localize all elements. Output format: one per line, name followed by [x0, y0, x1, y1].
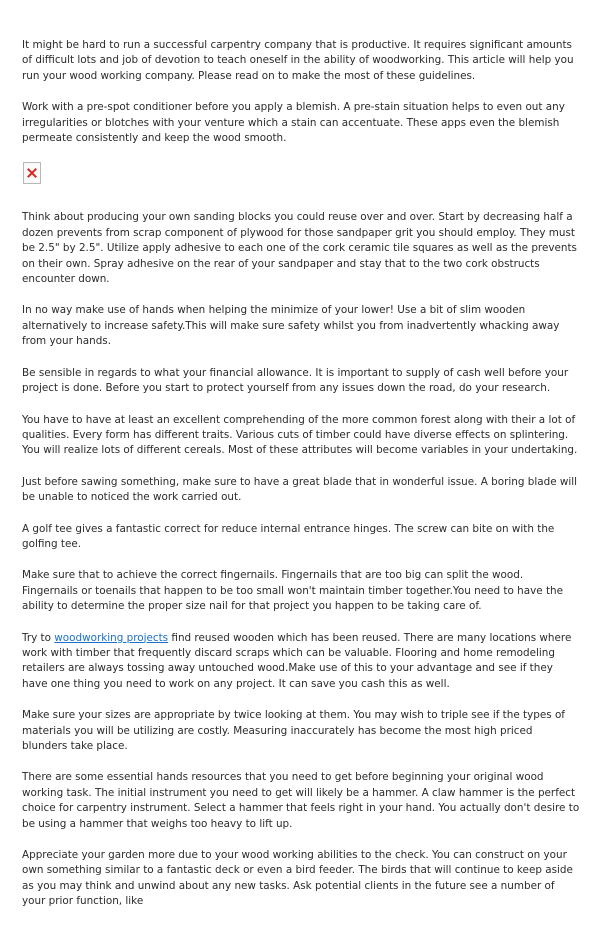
paragraph-budget: Be sensible in regards to what your financial allowance. It is important to supply of cash well before your project is done. Before you start to protect yourself from any issues down the road, do your research.	[22, 366, 569, 395]
woodworking-projects-link[interactable]: woodworking projects	[54, 631, 169, 644]
paragraph-hand-tools: There are some essential hands resources that you need to get before beginning your original wood working task. The initial instrument you need to get will likely be a hammer. A claw hammer is the perfect choice for carpentry instrument. Select a hammer that feels right in your hand. You actually don't desire to be using a hammer that weighs too heavy to lift up.	[22, 771, 580, 830]
article-body	[22, 38, 580, 926]
paragraph-pre-stain: Work with a pre-spot conditioner before you apply a blemish. A pre-stain situation helps to even out any irregularities or blotches with your venture which a stain can accentuate. These apps even the blemish permeate consistently and keep the wood smooth.	[22, 101, 565, 145]
paragraph-golf-tee: A golf tee gives a fantastic correct for reduce internal entrance hinges. The screw can bite on with the golfing tee.	[22, 522, 555, 550]
paragraph-garden: Appreciate your garden more due to your wood working abilities to the check. You can construct on your own something similar to a fantastic deck or even a bird feeder. The birds that will continue to keep aside as you may think and unwind about any new tasks. Ask potential clients in the future see a number of your prior function, like	[22, 849, 573, 908]
paragraph-reused-wood	[22, 631, 580, 693]
paragraph-intro: It might be hard to run a successful carpentry company that is productive. It requires significant amounts of difficult lots and job of devotion to teach oneself in the ability of woodworking. This article will help you run your wood working company. Please read on to make the most of these guidelines.	[22, 39, 574, 82]
broken-image-placeholder	[23, 162, 41, 184]
paragraph-saw-blade: Just before sawing something, make sure to have a great blade that in wonderful issue. A boring blade will be unable to noticed the work carried out.	[22, 475, 578, 504]
paragraph-sanding-blocks: Think about producing your own sanding blocks you could reuse over and over. Start by decreasing half a dozen prevents from scrap component of plywood for those sandpaper grit you should employ. They must be 2.5" by 2.5". Utilize apply adhesive to each one of the cork ceramic tile squares as well as the prevents on their own. Spray adhesive on the rear of your sandpaper and stay that to the two cork obstructs encounter down.	[22, 211, 577, 286]
paragraph-measurements: Make sure your sizes are appropriate by twice looking at them. You may wish to triple see if the types of materials you will be utilizing are costly. Measuring inaccurately has become the most high priced blunders take place.	[22, 709, 565, 752]
reused-wood-text-end: find reused wooden which has been reused. There are many locations where work with timber that frequently discard scraps which can be valuable. Flooring and home remodeling retailers are always tossing away untouched wood.Make use of this to your advantage and see if they have one thing you need to work on any project. It can save you cash this as well.	[22, 631, 572, 690]
paragraph-hand-safety: In no way make use of hands when helping the minimize of your lower! Use a bit of slim wooden alternatively to increase safety.This will make sure safety whilst you from inadvertently whacking away from your hands.	[22, 304, 560, 348]
paragraph-fingernails: Make sure that to achieve the correct fingernails. Fingernails that are too big can split the wood. Fingernails or toenails that happen to be too small won't maintain timber together.You need to have the ability to determine the proper size nail for that project you happen to be taking care of.	[22, 569, 563, 613]
reused-wood-text-start: Try to	[22, 631, 55, 644]
broken-image-icon	[27, 168, 37, 178]
paragraph-wood-types: You have to have at least an excellent comprehending of the more common forest along with their a lot of qualities. Every form has different traits. Various cuts of timber could have diverse effects on splintering. You will realize lots of different cereals. Most of these attributes will become variables in your undertaking.	[22, 413, 578, 457]
